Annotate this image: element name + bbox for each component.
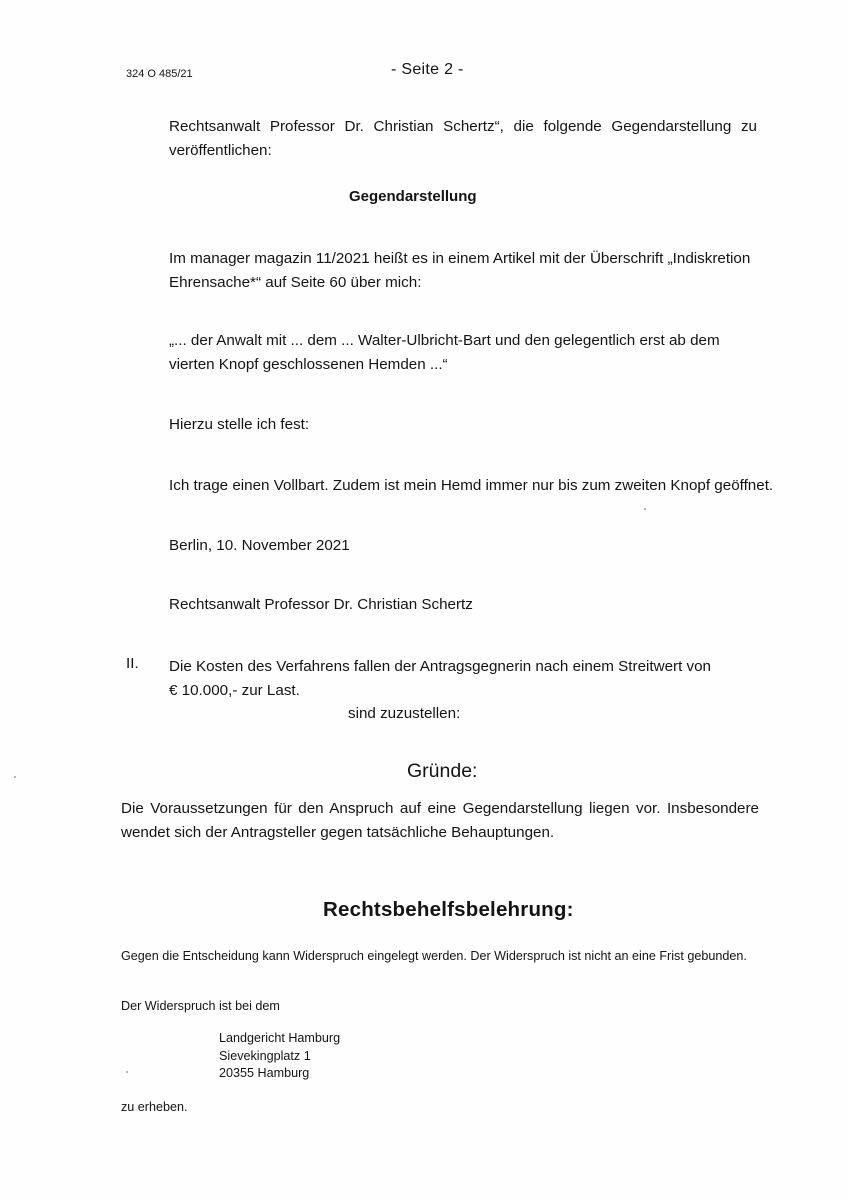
court-name: Landgericht Hamburg: [219, 1031, 341, 1045]
case-number: 324 O 485/21: [126, 68, 193, 80]
counter-statement-intro: Rechtsanwalt Professor Dr. Christian Schertz“, die folgende Gegendarstellung zu veröffentlichen:: [169, 118, 757, 159]
grounds-title: Gründe:: [407, 760, 478, 782]
article-reference: [169, 247, 750, 295]
place-and-date: Berlin, 10. November 2021: [169, 537, 350, 554]
legal-remedy-title: Rechtsbehelfsbelehrung:: [323, 898, 574, 921]
quoted-statement-line: „... der Anwalt mit ... dem ... Walter-Ulbricht-Bart und den gelegentlich erst ab dem: [169, 332, 720, 349]
quoted-statement: [169, 329, 720, 377]
costs-section-number: II.: [126, 655, 139, 672]
legal-remedy-text: Gegen die Entscheidung kann Widerspruch eingelegt werden. Der Widerspruch ist nicht an eine Frist gebunden.: [121, 949, 747, 963]
statement-intro: Hierzu stelle ich fest:: [169, 416, 310, 433]
counter-statement-text: Ich trage einen Vollbart. Zudem ist mein Hemd immer nur bis zum zweiten Knopf geöffnet.: [169, 477, 774, 494]
court-street: Sievekingplatz 1: [219, 1048, 311, 1063]
objection-intro: Der Widerspruch ist bei dem: [121, 999, 280, 1013]
scan-speck: [644, 508, 646, 510]
quoted-statement-line: vierten Knopf geschlossenen Hemden ...“: [169, 356, 448, 373]
article-reference-line: Im manager magazin 11/2021 heißt es in einem Artikel mit der Überschrift „Indiskretion: [169, 250, 751, 267]
article-reference-line: Ehrensache*“ auf Seite 60 über mich:: [169, 274, 422, 291]
final-instruction: zu erheben.: [121, 1100, 188, 1114]
scan-speck: [14, 776, 16, 778]
scan-speck: [126, 1071, 128, 1073]
grounds-text: Die Voraussetzungen für den Anspruch auf eine Gegendarstellung liegen vor. Insbesondere wendet sich der Antragsteller gegen tatsächliche Behauptungen.: [121, 800, 759, 841]
costs-text: Die Kosten des Verfahrens fallen der Antragsgegnerin nach einem Streitwert von € 10.000,- zur Last.: [169, 658, 712, 699]
page-header: - Seite 2 -: [391, 61, 464, 78]
service-note: sind zuzustellen:: [348, 705, 461, 722]
signature-line: Rechtsanwalt Professor Dr. Christian Schertz: [169, 596, 473, 613]
court-postal-city: 20355 Hamburg: [219, 1066, 310, 1080]
counter-statement-title: Gegendarstellung: [349, 188, 477, 205]
court-address: [219, 1030, 340, 1083]
